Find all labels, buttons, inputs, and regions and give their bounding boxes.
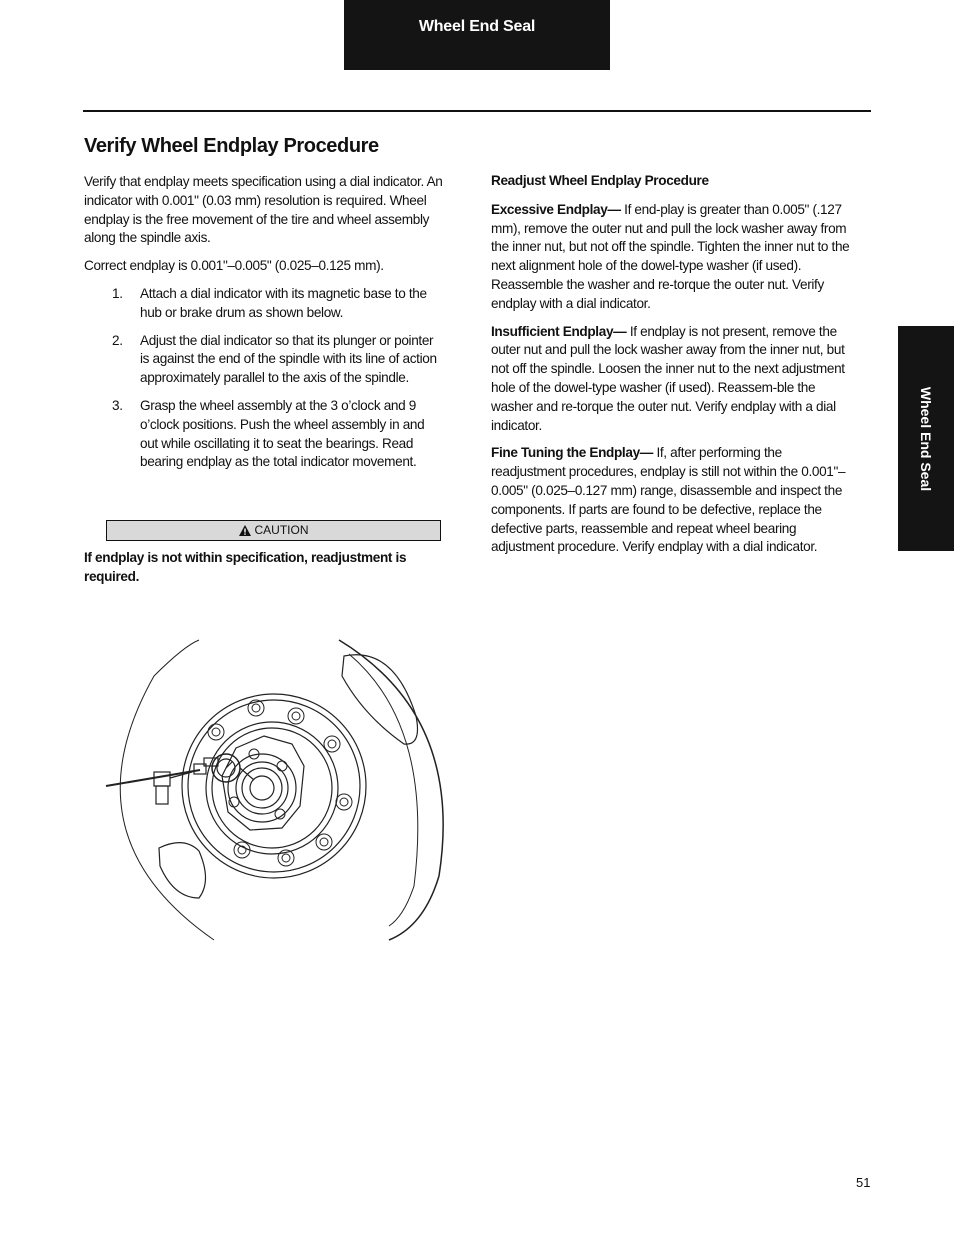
list-item: 1. Attach a dial indicator with its magnetic base to the hub or brake drum as shown below. — [112, 285, 427, 320]
right-column — [491, 172, 853, 566]
insufficient-endplay-paragraph: Insufficient Endplay— If endplay is not present, remove the outer nut and pull the lock washer away from the inner nut, but not off the spindle. Loosen the inner nut to the next adjustment hole of the dowel-type washer (if used). Reassem-ble the washer and re-torque the outer nut. Verify endplay with a dial indicator. — [491, 323, 845, 433]
page-number: 51 — [856, 1175, 871, 1190]
readjust-heading: Readjust Wheel Endplay Procedure — [491, 173, 709, 188]
intro-paragraph: Verify that endplay meets specification using a dial indicator. An indicator with 0.001" (0.03 mm) resolution is required. Wheel endplay is the free movement of the tire and wheel assembly along the spindle axis. — [84, 174, 443, 246]
caution-text: If endplay is not within specification, readjustment is required. — [84, 550, 407, 584]
excessive-endplay-paragraph: Excessive Endplay— If end-play is greater than 0.005" (.127 mm), remove the outer nut and pull the lock washer away from the inner nut, but not off the spindle. Tighten the inner nut to the next alignment hole of the dowel-type washer (if used). Reassemble the washer and re-torque the outer nut. Verify endplay with a dial indicator. — [491, 201, 850, 311]
header-rule — [83, 110, 871, 112]
procedure-steps — [112, 285, 444, 472]
correct-endplay-paragraph: Correct endplay is 0.001"–0.005" (0.025–0.125 mm). — [84, 258, 384, 274]
list-item: 3. Grasp the wheel assembly at the 3 o’clock and 9 o’clock positions. Push the wheel assembly in and out while oscillating it to seat the bearings. Read bearing endplay as the total indicator movement. — [112, 397, 425, 470]
fine-tuning-paragraph: Fine Tuning the Endplay— If, after performing the readjustment procedures, endplay is still not within the 0.001"–0.005" (0.025–0.127 mm) range, disassemble and inspect the components. If parts are found to be defective, replace the defective parts, reassemble and repeat wheel bearing adjustment procedure. Verify endplay with a dial indicator. — [491, 445, 846, 555]
warning-icon — [239, 525, 251, 536]
section-title: Verify Wheel Endplay Procedure — [84, 135, 379, 157]
side-tab — [898, 326, 954, 551]
list-item: 2. Adjust the dial indicator so that its plunger or pointer is against the end of the spindle with its line of action approximately parallel to the axis of the spindle. — [112, 332, 437, 386]
header-tab-label: Wheel End Seal — [418, 18, 536, 35]
left-column — [84, 135, 444, 481]
dial-indicator-illustration — [104, 636, 444, 944]
caution-bar — [106, 520, 441, 541]
header-tab — [344, 0, 610, 70]
caution-label: CAUTION — [254, 523, 309, 537]
side-tab-label: Wheel End Seal — [918, 386, 934, 491]
